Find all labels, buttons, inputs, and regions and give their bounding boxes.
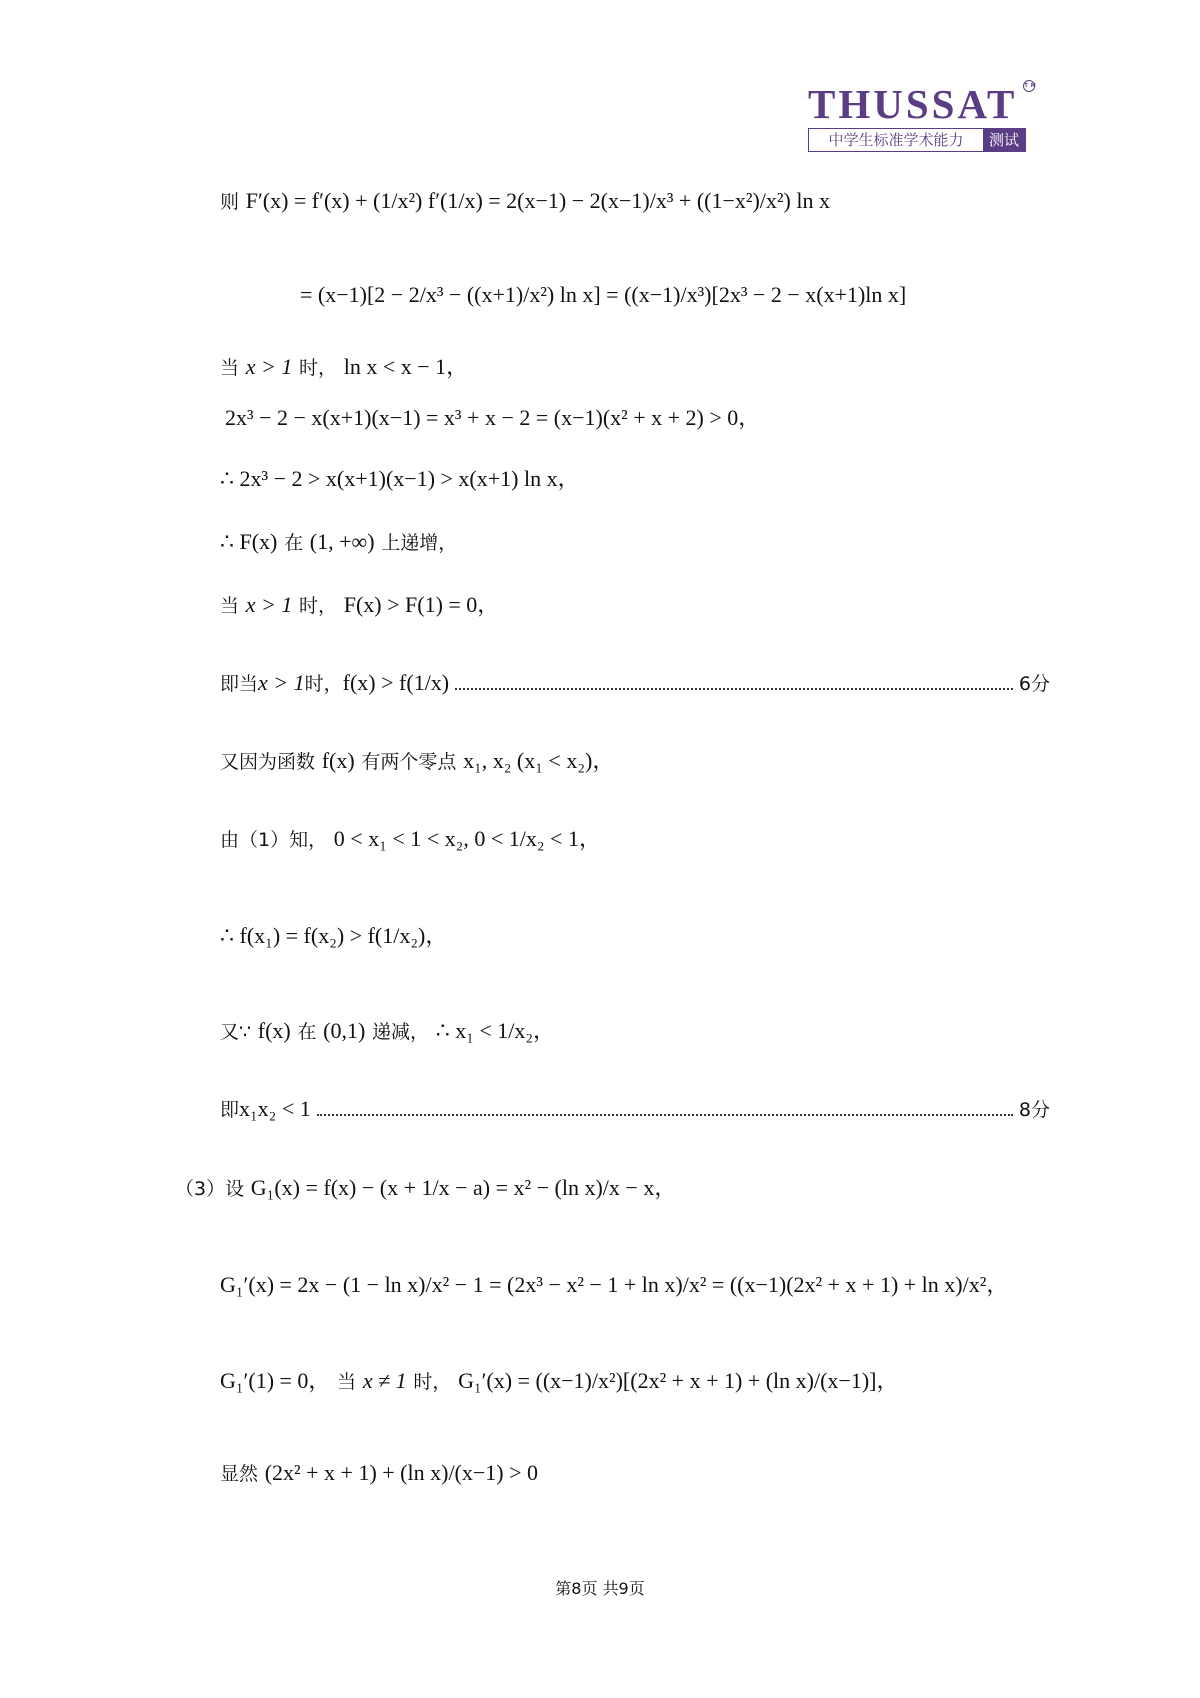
score-mark: 6分 [1018,673,1050,695]
formula: 2x³ − 2 − x(x+1)(x−1) = x³ + x − 2 = (x−1)(x² + x + 2) > 0， [225,405,761,430]
line-text: 递减， [372,1021,430,1043]
math-line-8 [220,670,1050,696]
formula: F(x) > F(1) = 0， [343,592,500,617]
math-line-14 [175,1175,1050,1201]
math-line-16 [220,1368,1050,1394]
formula: G₁(x) = f(x) − (x + 1/x − a) = x² − (ln x)/x − x， [250,1175,677,1200]
line-text: 有两个零点 [361,751,457,773]
page-footer: 第8页 共9页 [555,1579,645,1598]
logo-word [808,81,1039,127]
math-line-12 [220,1018,1050,1044]
line-text: 当 [337,1371,357,1393]
formula: x₁, x₂ (x₁ < x₂)， [463,748,615,773]
logo-subtitle-bar [808,128,1026,152]
formula: x > 1 [258,670,305,695]
formula: F′(x) = f′(x) + (1/x²) f′(1/x) = 2(x−1) − 2(x−1)/x³ + ((1−x²)/x²) ln x [245,188,830,213]
line-text: 时， [413,1371,452,1393]
formula: G₁′(x) = 2x − (1 − ln x)/x² − 1 = (2x³ − x² − 1 + ln x)/x² = ((x−1)(2x² + x + 1) + ln x)/x²， [220,1272,1009,1297]
line-prefix: 即 [220,1099,240,1121]
math-line-10 [220,826,1050,852]
line-prefix: 则 [220,191,240,213]
formula: = (x−1)[2 − 2/x³ − ((x+1)/x²) ln x] = ((x−1)/x³)[2x³ − 2 − x(x+1)ln x] [300,282,907,307]
formula: x₁x₂ < 1 [239,1096,311,1121]
leader-dots [317,1097,1013,1116]
math-line-7 [220,592,1050,618]
math-line-5 [220,466,1050,492]
line-prefix: 即当 [220,673,259,695]
formula: (0,1) [323,1018,366,1043]
math-line-13 [220,1096,1050,1122]
logo-subtitle: 中学生标准学术能力 [828,131,964,149]
line-text: 时， [299,357,338,379]
line-prefix: 由（1）知， [220,829,328,851]
trademark-icon: TM [1023,80,1035,92]
line-prefix: 当 [220,595,240,617]
line-prefix: 又∵ [220,1021,252,1043]
line-prefix: 当 [220,357,240,379]
formula: ∴ f(x₁) = f(x₂) > f(1/x₂)， [220,923,448,948]
logo-word-text: THUSSAT [808,81,1018,127]
math-line-9 [220,748,1050,774]
line-prefix: 显然 [220,1463,259,1485]
line-text: 在 [284,532,304,554]
line-text: 时， [299,595,338,617]
formula: f(x) > f(1/x) [342,670,450,695]
formula: f(x) [257,1018,291,1043]
formula: ∴ F(x) [220,529,278,554]
line-text: 时， [304,673,343,695]
math-line-2 [300,282,1050,308]
math-line-15 [220,1272,1050,1298]
math-line-3 [220,354,1050,380]
math-line-17 [220,1460,1050,1486]
formula: (2x² + x + 1) + (ln x)/(x−1) > 0 [264,1460,539,1485]
formula: ln x < x − 1， [343,354,469,379]
formula: x ≠ 1 [362,1368,407,1393]
formula: x > 1 [245,592,293,617]
score-mark: 8分 [1018,1099,1050,1121]
math-line-6 [220,529,1050,555]
formula: (1, +∞) [309,529,375,554]
leader-dots [455,671,1013,690]
formula: 0 < x₁ < 1 < x₂, 0 < 1/x₂ < 1， [333,826,601,851]
formula: x > 1 [245,354,293,379]
formula: ∴ 2x³ − 2 > x(x+1)(x−1) > x(x+1) ln x， [220,466,580,491]
math-line-11 [220,923,1050,949]
thussat-logo [808,81,1044,152]
line-prefix: 又因为函数 [220,751,316,773]
formula: f(x) [321,748,355,773]
formula: ∴ x₁ < 1/x₂， [435,1018,556,1043]
line-text: 在 [297,1021,317,1043]
line-text: 上递增， [381,532,458,554]
math-line-4 [225,405,1050,431]
math-line-1 [220,188,1050,214]
line-prefix: （3）设 [175,1178,245,1200]
formula: G₁′(1) = 0， [220,1368,331,1393]
formula: G₁′(x) = ((x−1)/x²)[(2x² + x + 1) + (ln x)/(x−1)]， [458,1368,899,1393]
logo-tag: 测试 [983,129,1025,151]
